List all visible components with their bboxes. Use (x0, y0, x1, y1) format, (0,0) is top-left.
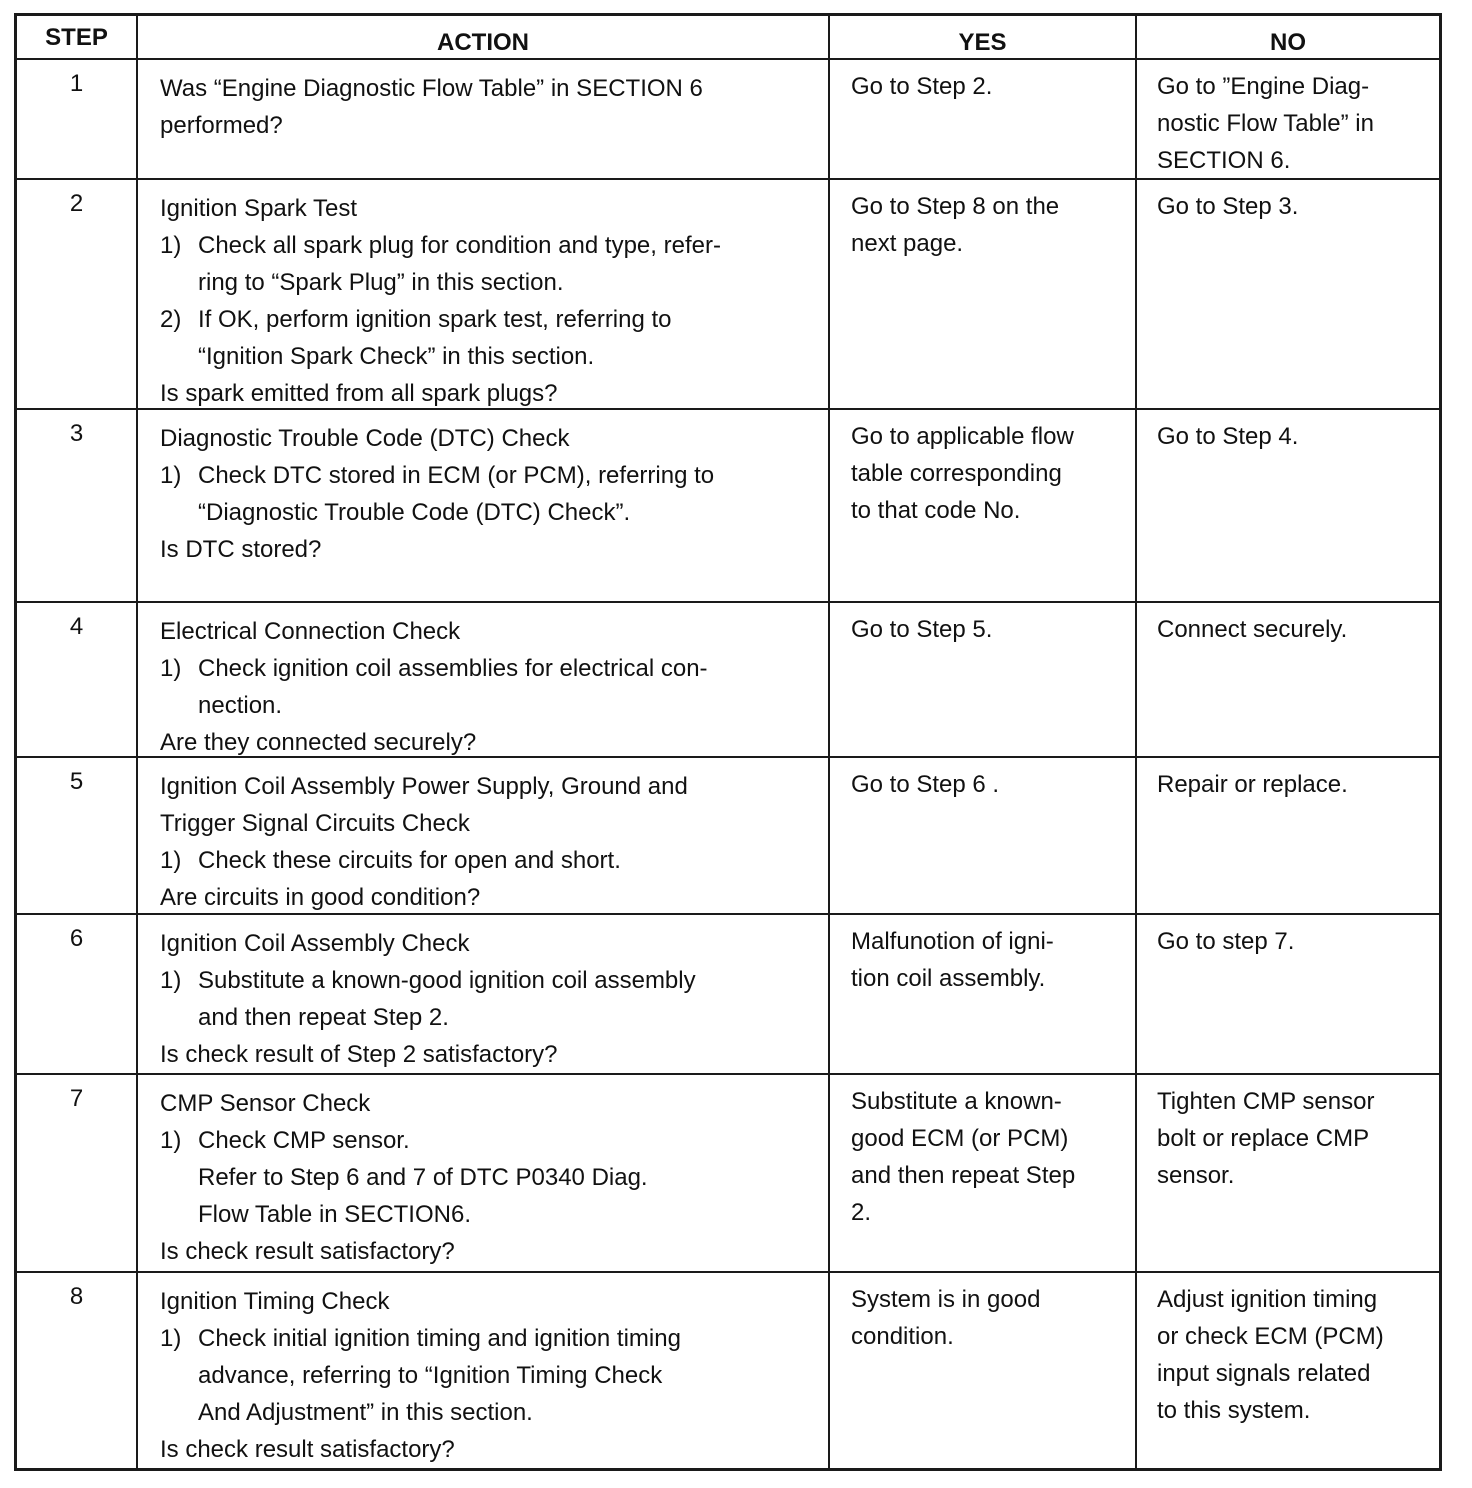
no-text: Adjust ignition timing (1157, 1286, 1378, 1313)
action-item-line: Check DTC stored in ECM (or PCM), referring to (198, 462, 715, 489)
action-title: Electrical Connection Check (160, 618, 461, 645)
header-row (17, 16, 1439, 60)
action-item (160, 1122, 810, 1233)
step-number: 1 (69, 70, 84, 97)
action-item-text (198, 962, 696, 1036)
action-title: Diagnostic Trouble Code (DTC) Check (160, 425, 570, 452)
action-item (160, 1320, 810, 1431)
yes-text: Go to Step 5. (851, 616, 993, 643)
diagnostic-flow-table (14, 13, 1442, 1471)
action-question: Is check result satisfactory? (160, 1436, 455, 1463)
action-item (160, 227, 810, 301)
no-cell (1135, 410, 1439, 601)
action-item-line: Check these circuits for open and short. (198, 847, 621, 874)
yes-text: tion coil assembly. (851, 965, 1046, 992)
step-number: 7 (69, 1085, 84, 1112)
no-text: Go to step 7. (1157, 928, 1295, 955)
action-item-number: 1) (160, 1325, 182, 1352)
header-yes: YES (828, 16, 1135, 58)
action-cell (136, 915, 828, 1073)
action-item-line: Check initial ignition timing and ignition timing (198, 1325, 681, 1352)
action-item (160, 962, 810, 1036)
header-step: STEP (45, 24, 108, 51)
no-text: input signals related (1157, 1360, 1371, 1387)
yes-text: table corresponding (851, 460, 1062, 487)
action-cell (136, 758, 828, 913)
no-cell (1135, 915, 1439, 1073)
action-item-number: 1) (160, 847, 182, 874)
action-cell (136, 410, 828, 601)
action-question: Are circuits in good condition? (160, 884, 481, 911)
no-text: Repair or replace. (1157, 771, 1348, 798)
header-action: ACTION (136, 16, 828, 58)
action-title: Ignition Timing Check (160, 1288, 390, 1315)
step-number: 6 (69, 925, 84, 952)
yes-text: Go to Step 2. (851, 73, 993, 100)
table-row (17, 410, 1439, 603)
no-cell (1135, 1273, 1439, 1468)
table-row (17, 915, 1439, 1075)
yes-cell (828, 1075, 1135, 1271)
table-row (17, 1075, 1439, 1273)
no-text: sensor. (1157, 1162, 1235, 1189)
action-cell (136, 180, 828, 408)
action-item-text (198, 1320, 681, 1431)
action-item (160, 842, 810, 879)
table-row (17, 60, 1439, 180)
action-cell (136, 603, 828, 756)
no-text: Tighten CMP sensor (1157, 1088, 1375, 1115)
action-item (160, 650, 810, 724)
no-text: or check ECM (PCM) (1157, 1323, 1384, 1350)
action-title: Ignition Spark Test (160, 195, 358, 222)
action-item-number: 2) (160, 306, 182, 333)
table-row (17, 758, 1439, 915)
action-question: Is check result satisfactory? (160, 1238, 455, 1265)
table-row (17, 180, 1439, 410)
yes-cell (828, 60, 1135, 178)
yes-text: Go to Step 8 on the (851, 193, 1060, 220)
no-text: Go to Step 4. (1157, 423, 1299, 450)
action-item-line: “Ignition Spark Check” in this section. (198, 343, 595, 370)
action-item-line: “Diagnostic Trouble Code (DTC) Check”. (198, 499, 631, 526)
action-item-text (198, 301, 672, 375)
no-text: bolt or replace CMP (1157, 1125, 1370, 1152)
step-number: 4 (69, 613, 84, 640)
yes-cell (828, 915, 1135, 1073)
action-question: Is spark emitted from all spark plugs? (160, 380, 558, 407)
action-item-line: Substitute a known-good ignition coil assembly (198, 967, 696, 994)
no-text: to this system. (1157, 1397, 1311, 1424)
table-row (17, 1273, 1439, 1468)
yes-text: condition. (851, 1323, 954, 1350)
no-cell (1135, 60, 1439, 178)
yes-cell (828, 1273, 1135, 1468)
action-title: CMP Sensor Check (160, 1090, 371, 1117)
action-item (160, 457, 810, 531)
action-item-text (198, 457, 714, 531)
yes-text: 2. (851, 1199, 872, 1226)
action-item-line: Check CMP sensor. (198, 1127, 410, 1154)
yes-text: Malfunotion of igni- (851, 928, 1054, 955)
step-number: 2 (69, 190, 84, 217)
action-item-line: advance, referring to “Ignition Timing Check (198, 1362, 663, 1389)
action-item (160, 301, 810, 375)
no-cell (1135, 758, 1439, 913)
yes-text: and then repeat Step (851, 1162, 1076, 1189)
action-item-number: 1) (160, 1127, 182, 1154)
action-item-line: and then repeat Step 2. (198, 1004, 449, 1031)
action-item-line: Check ignition coil assemblies for electrical con- (198, 655, 708, 682)
no-text: Go to ”Engine Diag- (1157, 73, 1370, 100)
table-row (17, 603, 1439, 758)
no-text: SECTION 6. (1157, 147, 1291, 174)
yes-cell (828, 180, 1135, 408)
action-item-line: Flow Table in SECTION6. (198, 1201, 471, 1228)
no-text: Connect securely. (1157, 616, 1348, 643)
no-text: Go to Step 3. (1157, 193, 1299, 220)
yes-text: to that code No. (851, 497, 1021, 524)
yes-text: System is in good (851, 1286, 1041, 1313)
no-cell (1135, 180, 1439, 408)
action-item-text (198, 650, 708, 724)
action-title: performed? (160, 112, 283, 139)
action-title: Was “Engine Diagnostic Flow Table” in SECTION 6 (160, 75, 703, 102)
action-question: Is check result of Step 2 satisfactory? (160, 1041, 558, 1068)
action-item-text (198, 842, 621, 879)
header-no: NO (1135, 16, 1439, 58)
step-number: 5 (69, 768, 84, 795)
action-item-line: If OK, perform ignition spark test, referring to (198, 306, 672, 333)
action-item-number: 1) (160, 967, 182, 994)
action-item-line: And Adjustment” in this section. (198, 1399, 533, 1426)
yes-text: good ECM (or PCM) (851, 1125, 1069, 1152)
yes-text: Go to applicable flow (851, 423, 1074, 450)
no-cell (1135, 603, 1439, 756)
action-title: Ignition Coil Assembly Check (160, 930, 470, 957)
action-item-line: nection. (198, 692, 283, 719)
action-item-text (198, 227, 721, 301)
no-text: nostic Flow Table” in (1157, 110, 1374, 137)
step-number: 3 (69, 420, 84, 447)
yes-cell (828, 758, 1135, 913)
action-question: Is DTC stored? (160, 536, 322, 563)
yes-cell (828, 603, 1135, 756)
yes-text: Go to Step 6 . (851, 771, 1000, 798)
action-cell (136, 1075, 828, 1271)
action-item-text (198, 1122, 648, 1233)
action-item-line: Refer to Step 6 and 7 of DTC P0340 Diag. (198, 1164, 648, 1191)
action-item-number: 1) (160, 462, 182, 489)
action-title: Ignition Coil Assembly Power Supply, Ground and (160, 773, 688, 800)
action-item-line: Check all spark plug for condition and type, refer- (198, 232, 721, 259)
action-title: Trigger Signal Circuits Check (160, 810, 470, 837)
action-question: Are they connected securely? (160, 729, 477, 756)
action-item-number: 1) (160, 232, 182, 259)
no-cell (1135, 1075, 1439, 1271)
yes-cell (828, 410, 1135, 601)
yes-text: next page. (851, 230, 964, 257)
action-item-line: ring to “Spark Plug” in this section. (198, 269, 564, 296)
action-cell (136, 60, 828, 178)
step-number: 8 (69, 1283, 84, 1310)
action-item-number: 1) (160, 655, 182, 682)
action-cell (136, 1273, 828, 1468)
yes-text: Substitute a known- (851, 1088, 1062, 1115)
